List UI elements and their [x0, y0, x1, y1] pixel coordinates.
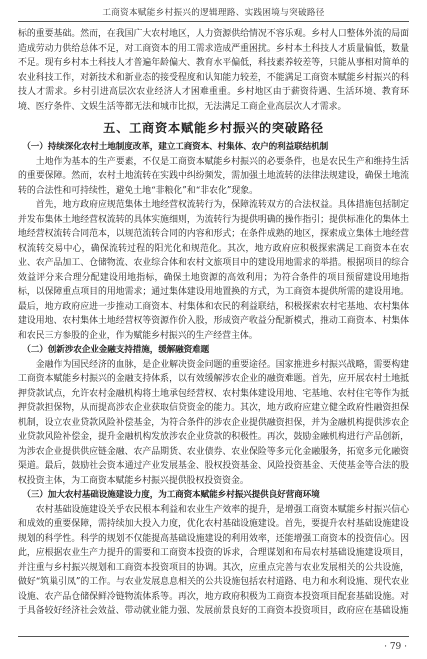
running-header: 工商资本赋能乡村振兴的逻辑理路、实践困境与突破路径	[102, 8, 325, 18]
intro-paragraph: 标的重要基础。然而，在我国广大农村地区，人力资源供给情况不容乐观。乡村人口整体外流的局面造成劳动力供给总体不足，对工商资本的用工需求造成严重困扰。乡村本土科技人才质量偏低，数量不足。现有乡村本土科技人才普遍年龄偏大、教育水平偏低，科技素养较差等，只能从事相对简单的农业科技工作，对新技术和新业态的接受程度和认知能力较差，不能满足工商资本赋能乡村振兴的科技人才需求。乡村引进高层次农业经济人才困难重重。乡村地区由于薪资待遇、生活环境、教育环境、医疗条件、文娱生活等都无法和城市比拟，无法满足工商企业高层次人才需求。	[18, 29, 409, 112]
subsection-2-paragraph-1: 金融作为国民经济的血脉，是企业解决资金问题的重要途径。国家推进乡村振兴战略，需要构建工商资本赋能乡村振兴的金融支持体系，以有效缓解涉农企业的融资难题。首先，应开展农村土地抵押贷款试点，允许农村金融机构将土地承包经营权、农村集体建设用地、宅基地、农村住宅等作为抵押贷款担保物，从而提高涉农企业获取信贷资金的能力。其次，地方政府应建立健全政府性融资担保机制，设立农业贷款风险补偿基金，为符合条件的涉农企业提供融资担保，并为金融机构提供涉农企业贷款风险补偿金，提升金融机构发放涉农企业贷款的积极性。再次，鼓励金融机构进行产品创新，为涉农企业提供供应链金融、农产品期货、农业债券、农业保险等多元化金融服务，拓宽多元化融资渠道。最后，鼓励社会资本通过产业发展基金、股权投资基金、风险投资基金、天使基金等合法的股权投资主体，为工商资本赋能乡村振兴提供股权投资资金。	[18, 359, 409, 486]
subsection-3-title: （三）加大农村基础设施建设力度，为工商资本赋能乡村振兴提供良好营商环境	[22, 490, 320, 500]
section-title: 五、工商资本赋能乡村振兴的突破路径	[103, 121, 324, 135]
header-rule	[18, 21, 409, 22]
subsection-2-title: （二）创新涉农企业金融支持措施，缓解融资难题	[22, 345, 210, 355]
footer-rule	[18, 636, 409, 637]
subsection-1-paragraph-2: 首先，地方政府应规范集体土地经营权流转行为，保障流转双方的合法权益。具体措施包括制定并发布集体土地经营权流转的具体实施细则，为流转行为提供明确的操作指引；提供标准化的集体土地经营权流转合同范本，以规范流转合同的内容和形式；在条件成熟的地区，探索成立集体土地经营权流转交易中心，确保流转过程的阳光化和规范化。其次，地方政府应积极探索满足工商资本在农业、农产品加工、仓储物流、农业综合体和农村文旅项目中的建设用地需求的举措。根据项目的综合效益评分来合理分配建设用地指标，确保土地资源的高效利用；为符合条件的项目预留建设用地指标，以保障重点项目的用地需求；通过集体建设用地置换的方式，为工商资本提供所需的建设用地。最后，地方政府应进一步推动工商资本、村集体和农民的利益联结，积极探索农村宅基地、农村集体建设用地、农村集体土地经营权等资源作价入股，形成资产收益分配新模式，推动工商资本、村集体和农民三方参股的企业，作为赋能乡村振兴的生产经营主体。	[18, 200, 409, 341]
subsection-1-title: （一）持续深化农村土地制度改革，建立工商资本、村集体、农户的利益联结机制	[22, 142, 329, 152]
body-text	[18, 27, 409, 619]
subsection-1-paragraph-1: 土地作为基本的生产要素，不仅是工商资本赋能乡村振兴的必要条件，也是农民生产和维持生活的重要保障。然而，农村土地流转在实践中纠纷频发，需加强土地流转的法律法规建设，确保土地流转的合法性和可持续性，避免土地“非粮化”和“非农化”现象。	[18, 156, 409, 196]
page-number: · 79 ·	[384, 642, 407, 652]
subsection-3-paragraph-1: 农村基础设施建设关乎农民根本利益和农业生产效率的提升，是增强工商资本赋能乡村振兴信心和成效的重要保障，需持续加大投入力度，优化农村基础设施建设。首先，要提升农村基础设施建设规划的科学性。科学的规划不仅能提高基础设施建设的利用效率，还能增强工商资本的投资信心。因此，应根据农业生产力提升的需要和工商资本投资的诉求，合理谋划和布局农村基础设施建设项目，并注重与乡村振兴规划和工商资本投资项目的协调。其次，应重点完善与农业发展相关的公共设施，做好“筑巢引凤”的工作。与农业发展息息相关的公共设施包括农村道路、电力和水利设施、现代农业设施、农产品仓储保鲜冷链物流体系等。再次，地方政府积极为工商资本投资项目配套基础设施。对于具备较好经济社会效益、带动就业能力强、发展前景良好的工商资本投资项目，政府应在基础设施	[18, 504, 409, 616]
